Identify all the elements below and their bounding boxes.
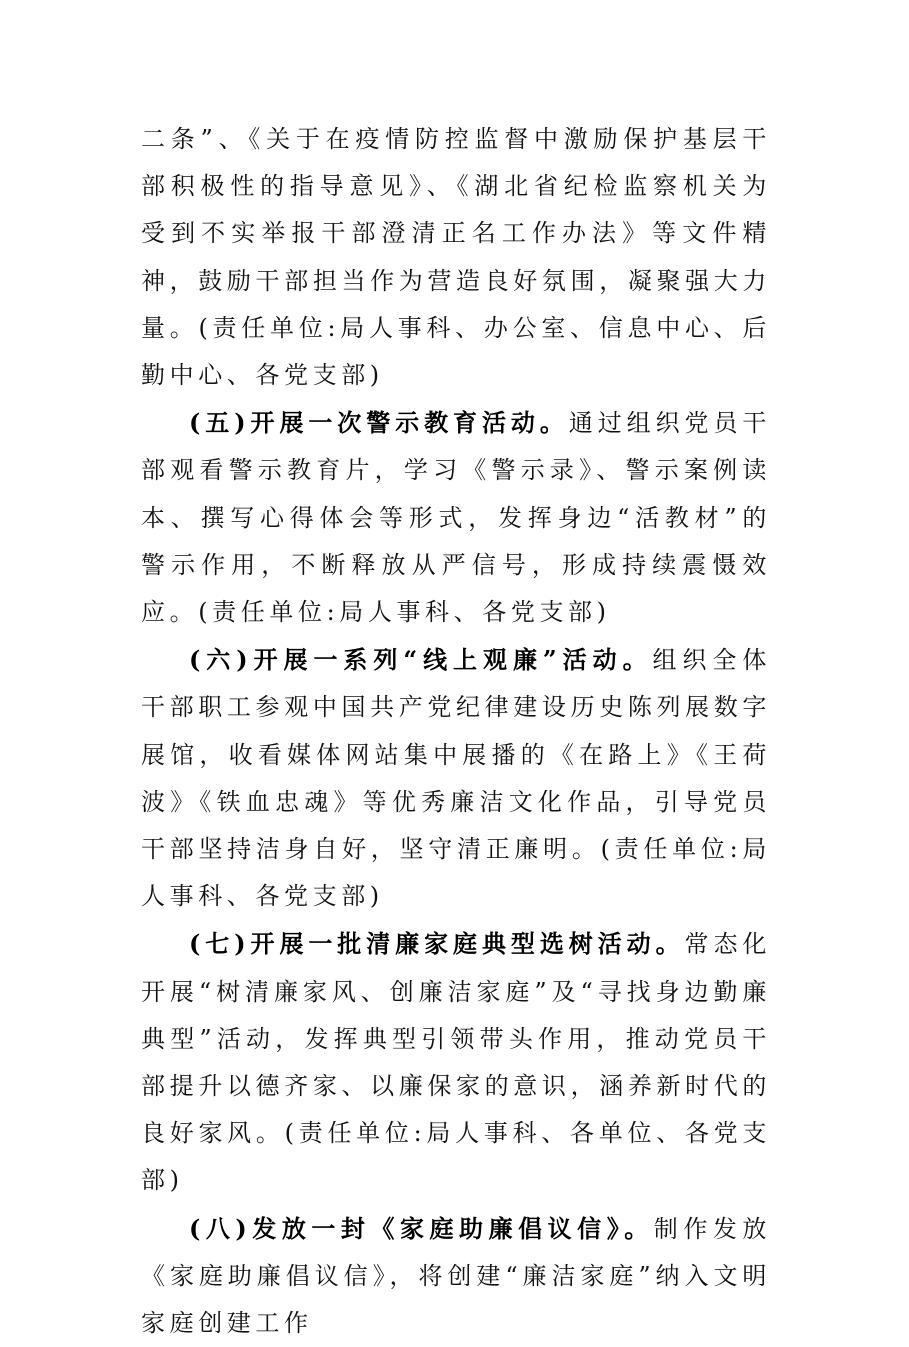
paragraph-text: 制作发放《家庭助廉倡议信》，将创建“廉洁家庭”纳入文明家庭创建工作 [141,1214,771,1338]
paragraph-heading: (八)发放一封《家庭助廉倡议信》。 [189,1213,654,1243]
paragraph-heading: (七)开展一批清廉家庭典型选树活动。 [189,929,685,959]
paragraph-item-7 [141,920,771,1204]
paragraph-text: 组织全体干部职工参观中国共产党纪律建设历史陈列展数字展馆，收看媒体网站集中展播的《在路上》《王荷波》《铁血忠魂》等优秀廉洁文化作品，引导党员干部坚持洁身自好，坚守清正廉明。(责任单位:局人事科、各党支部) [141,646,771,911]
paragraph-heading: (五)开展一次警示教育活动。 [189,408,569,438]
paragraph-item-6 [141,636,771,920]
paragraph-text: 二条”、《关于在疫情防控监督中激励保护基层干部积极性的指导意见》、《湖北省纪检监察机关为受到不实举报干部澄清正名工作办法》等文件精神，鼓励干部担当作为营造良好氛围，凝聚强大力量。(责任单位:局人事科、办公室、信息中心、后勤中心、各党支部) [141,125,771,390]
paragraph-heading: (六)开展一系列“线上观廉”活动。 [189,645,653,675]
paragraph-text: 常态化开展“树清廉家风、创廉洁家庭”及“寻找身边勤廉典型”活动，发挥典型引领带头作用，推动党员干部提升以德齐家、以廉保家的意识，涵养新时代的良好家风。(责任单位:局人事科、各单位、各党支部) [141,930,771,1195]
paragraph-item-8 [141,1205,771,1347]
paragraph-item-5 [141,399,771,636]
paragraph-text: 通过组织党员干部观看警示教育片，学习《警示录》、警示案例读本、撰写心得体会等形式，发挥身边“活教材”的警示作用，不断释放从严信号，形成持续震慑效应。(责任单位:局人事科、各党支部) [141,409,771,627]
paragraph-continuation [141,116,771,399]
document-body [141,116,771,1347]
